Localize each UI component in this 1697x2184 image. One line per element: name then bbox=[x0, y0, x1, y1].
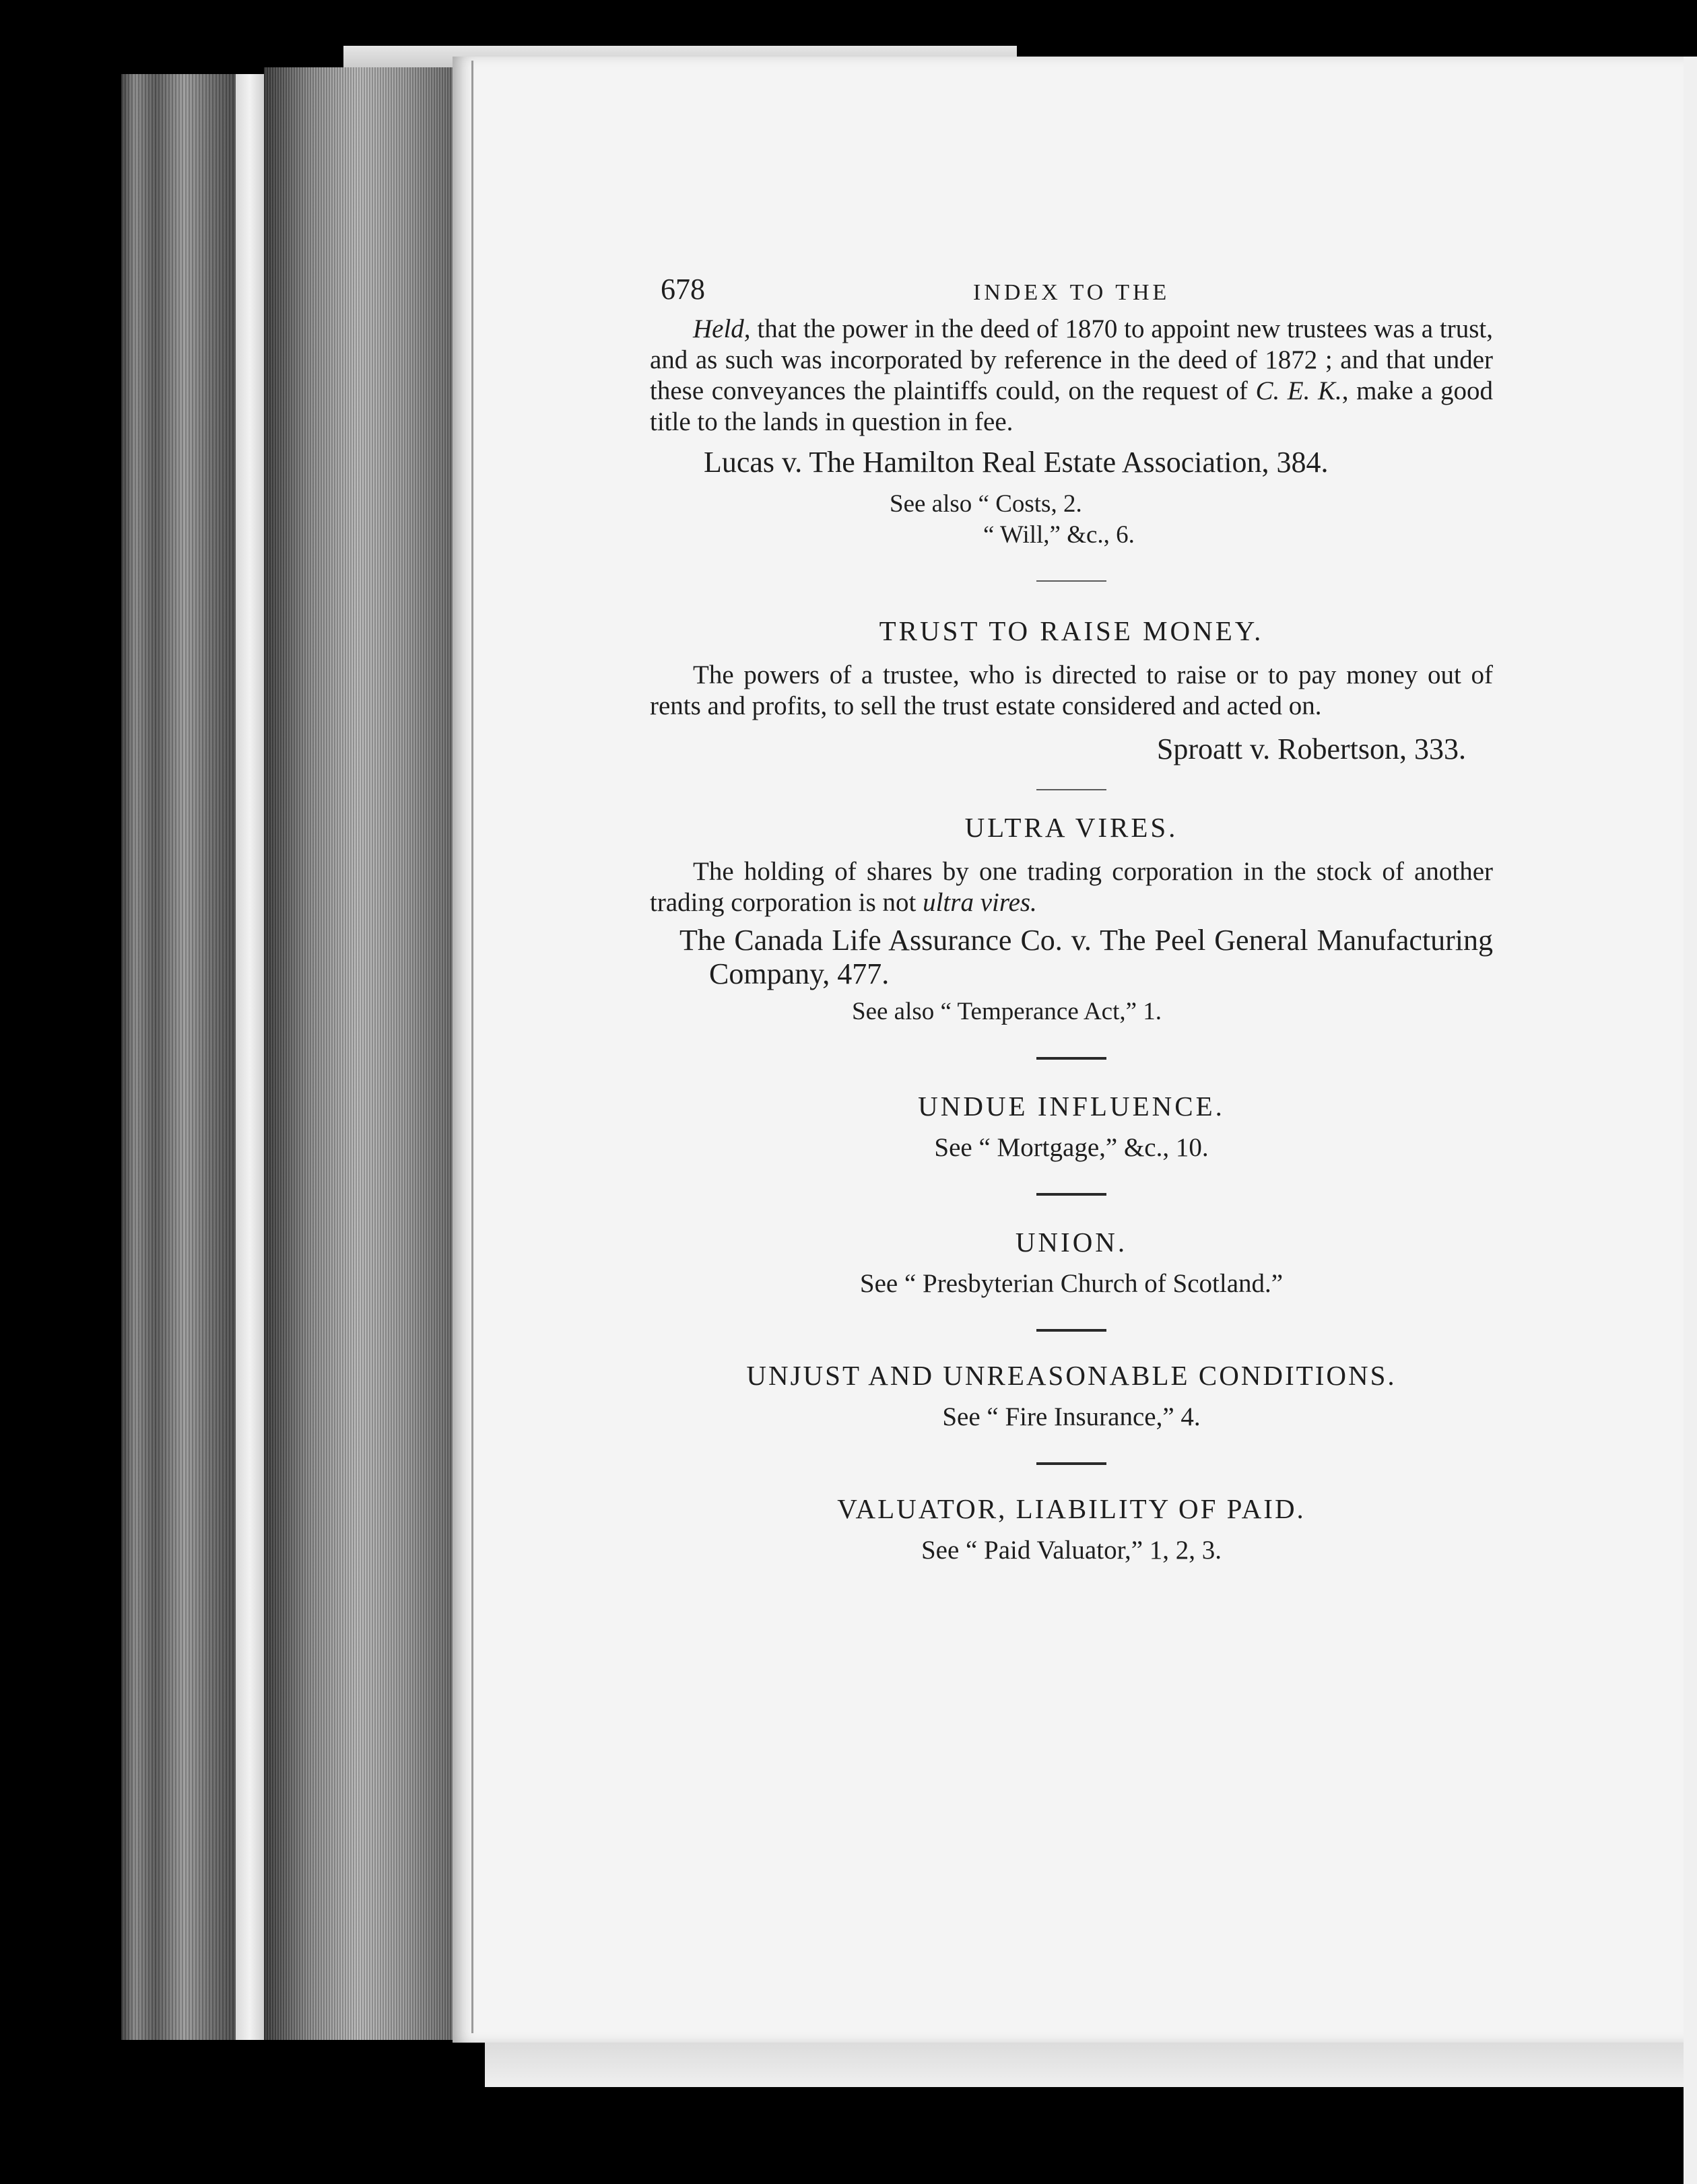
union-see: See “ Presbyterian Church of Scotland.” bbox=[859, 1269, 1284, 1298]
heading-undue-influence: UNDUE INFLUENCE. bbox=[918, 1091, 1225, 1122]
heading-unjust-conditions: UNJUST AND UNREASONABLE CONDITIONS. bbox=[746, 1360, 1397, 1391]
divider-rule bbox=[1036, 1462, 1106, 1465]
ultra-vires-text: The holding of shares by one trading corporation in the stock of another trading corporation is not bbox=[650, 857, 1493, 917]
ultra-vires-paragraph bbox=[650, 856, 1493, 918]
divider-rule bbox=[1036, 580, 1106, 582]
held-see-also-1: See also “ Costs, 2. bbox=[890, 490, 1082, 518]
heading-ultra-vires: ULTRA VIRES. bbox=[964, 812, 1178, 843]
held-initials: C. E. K. bbox=[1255, 376, 1342, 405]
unjust-see: See “ Fire Insurance,” 4. bbox=[942, 1402, 1201, 1431]
divider-rule bbox=[1036, 789, 1106, 790]
valuator-see: See “ Paid Valuator,” 1, 2, 3. bbox=[921, 1536, 1222, 1565]
page-header bbox=[650, 267, 1493, 314]
running-head: INDEX TO THE bbox=[973, 280, 1170, 305]
text-column bbox=[650, 267, 1493, 1566]
ultra-vires-italic: ultra vires. bbox=[923, 888, 1037, 917]
book-left-edge bbox=[121, 74, 236, 2040]
ultra-vires-see-also: See also “ Temperance Act,” 1. bbox=[852, 998, 1162, 1025]
held-paragraph bbox=[650, 314, 1493, 438]
held-text-1: that the power in the deed of 1870 to appoint new trustees was a trust, and as such was incorporated by reference in the deed of 1872 ; and that under these conveyances the plaintiffs could, on the request of bbox=[650, 314, 1493, 405]
held-case-citation: Lucas v. The Hamilton Real Estate Association, 384. bbox=[704, 446, 1329, 479]
trust-paragraph: The powers of a trustee, who is directed to raise or to pay money out of rents and profits, to sell the trust estate considered and acted on. bbox=[650, 660, 1493, 720]
trust-case-citation: Sproatt v. Robertson, 333. bbox=[1156, 732, 1466, 765]
page-number: 678 bbox=[661, 273, 705, 306]
held-word: Held, bbox=[693, 314, 751, 343]
held-text-2: , make a good title to the lands in question in fee. bbox=[650, 376, 1493, 436]
page-fold-line bbox=[471, 61, 473, 2033]
book-gap-strip bbox=[236, 74, 264, 2040]
page-stack-edge bbox=[264, 67, 453, 2040]
heading-trust-to-raise-money: TRUST TO RAISE MONEY. bbox=[879, 615, 1264, 646]
page-right-edge bbox=[1684, 57, 1697, 2184]
divider-rule bbox=[1036, 1057, 1106, 1060]
heading-valuator: VALUATOR, LIABILITY OF PAID. bbox=[837, 1493, 1306, 1524]
divider-rule bbox=[1036, 1193, 1106, 1196]
held-see-also-2: “ Will,” &c., 6. bbox=[983, 521, 1135, 549]
heading-union: UNION. bbox=[1015, 1227, 1128, 1258]
undue-influence-see: See “ Mortgage,” &c., 10. bbox=[934, 1133, 1209, 1162]
divider-rule bbox=[1036, 1329, 1106, 1332]
ultra-vires-case-citation: The Canada Life Assurance Co. v. The Peel General Manufacturing Company, 477. bbox=[679, 924, 1493, 990]
